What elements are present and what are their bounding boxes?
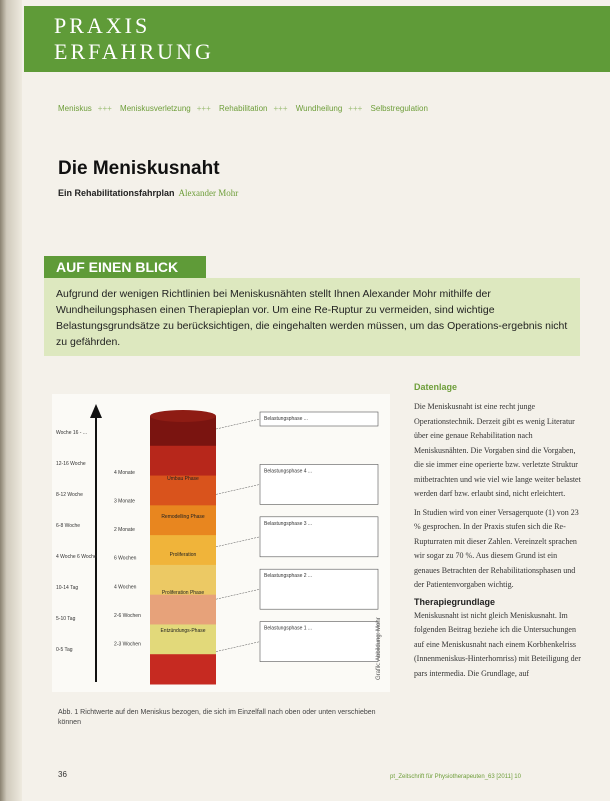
mid-timeline-label: 2 Monate <box>114 527 135 534</box>
timeline-arrowhead <box>90 404 102 418</box>
figure-caption: Abb. 1 Richtwerte auf den Meniskus bezogen, die sich im Einzelfall nach oben oder unten verschieben können <box>58 709 376 726</box>
callout-text: Belastungsphase 3 ... <box>264 520 313 527</box>
glance-label: AUF EINEN BLICK <box>44 256 206 278</box>
phase-label: Umbau Phase <box>167 476 199 482</box>
article-title: Die Meniskusnaht <box>58 158 220 179</box>
column-segment <box>150 595 216 625</box>
left-timeline-label: 8-12 Woche <box>56 492 83 498</box>
author-name: Alexander Mohr <box>178 188 239 198</box>
rehab-timeline-graphic <box>52 394 390 692</box>
phase-label: Remodelling Phase <box>161 514 205 520</box>
mid-timeline-label: 2-3 Wochen <box>114 641 141 648</box>
rehab-figure <box>52 394 390 692</box>
mid-timeline-label: 2-6 Wochen <box>114 612 141 619</box>
heading-datenlage: Datenlage <box>414 382 458 392</box>
left-timeline-label: 5-10 Tag <box>56 616 76 622</box>
callout-text: Belastungsphase 2 ... <box>264 573 313 580</box>
left-timeline-label: 10-14 Tag <box>56 585 79 591</box>
phase-label: Proliferation <box>169 552 197 558</box>
page-number: 36 <box>58 770 67 779</box>
left-timeline-label: 0-5 Tag <box>56 647 73 653</box>
topic-2: Meniskusverletzung <box>120 104 191 113</box>
right-column <box>414 382 584 685</box>
callout-leader <box>216 537 260 547</box>
section-header <box>24 6 610 72</box>
header-line-2: ERFAHRUNG <box>54 39 214 64</box>
topic-1: Meniskus <box>58 104 92 113</box>
journal-footer: pt_Zeitschrift für Physiotherapeuten_63 [2011] 10 <box>390 774 521 780</box>
left-timeline-label: 12-16 Woche <box>56 461 86 467</box>
book-spine <box>0 0 22 801</box>
mid-timeline-label: 3 Monate <box>114 498 135 505</box>
left-timeline-label: Woche 16 - ... <box>56 430 88 436</box>
left-timeline-label: 6-8 Woche <box>56 523 81 529</box>
column-segment <box>150 505 216 535</box>
topic-sep: +++ <box>273 104 288 113</box>
paragraph-2: In Studien wird von einer Versagerquote (1) von 23 % gesprochen. In der Praxis stufen sich die Re-Rupturraten mit dieser Zahlen. Vereinzelt sprachen wir sogar zu 70 %. Aus diesem Grund ist ein genaues Betrachten der Rehabilitationsphasen und der Patientenvorgaben wichtig. <box>414 507 579 589</box>
callout-leader <box>216 419 260 429</box>
column-segment <box>150 654 216 684</box>
header-line-1: PRAXIS <box>54 13 151 38</box>
mid-timeline-label: 4 Wochen <box>114 584 137 591</box>
column-top-cap <box>150 410 216 422</box>
phase-label: Entzündungs-Phase <box>160 628 206 634</box>
mid-timeline-label: 6 Wochen <box>114 555 137 562</box>
callout-leader <box>216 484 260 494</box>
callout-text: Belastungsphase ... <box>264 416 308 422</box>
article-subtitle <box>58 188 238 198</box>
paragraph-1: Die Meniskusnaht ist eine recht junge Operationstechnik. Derzeit gibt es wenig Literatur über eine genaue Rehabilitation nach Meniskusnähten. Die Vorgaben sind die Vorgaben, die sie immer eine operierte bzw. verletzte Struktur mitbetrachten und wie viel wie lange weiter belastet werden darf bzw. erlaubt sind, nicht erleichtert. <box>414 402 581 498</box>
topic-sep: +++ <box>97 104 112 113</box>
callout-text: Belastungsphase 4 ... <box>264 468 313 475</box>
left-timeline-label: 4 Woche 6 Woche <box>56 554 97 560</box>
column-segment <box>150 446 216 476</box>
paragraph-3: Meniskusnaht ist nicht gleich Meniskusnaht. Im folgenden Beitrag beziehe ich die Untersuchungen auf eine Meniskusnaht nach einem Korbhenkelriss (Innenmeniskus-Hinterhornriss) mit Beteiligung der pars intermedia. Die Grundlage, auf <box>414 610 581 678</box>
phase-label: Proliferation Phase <box>161 590 205 596</box>
topic-sep: +++ <box>196 104 211 113</box>
figure-credit <box>394 640 404 700</box>
heading-therapiegrundlage: Therapiegrundlage <box>414 596 496 607</box>
column-segment <box>150 535 216 565</box>
callout-leader <box>216 589 260 599</box>
glance-summary: Aufgrund der wenigen Richtlinien bei Meniskusnähten stellt Ihnen Alexander Mohr mithilfe der Wundheilungsphasen einen Therapieplan vor. Um eine Re-Ruptur zu vermeiden, sind wichtige Belastungsgrundsätze zu berücksichtigen, die eingehalten werden müssen, um das Operations-ergebnis nicht zu gefährden. <box>44 278 580 356</box>
topic-sep: +++ <box>348 104 363 113</box>
callout-text: Belastungsphase 1 ... <box>264 625 313 632</box>
mid-timeline-label: 4 Monate <box>114 470 135 476</box>
callout-leader <box>216 642 260 652</box>
topic-row <box>58 104 434 113</box>
topic-5: Selbstregulation <box>370 104 428 113</box>
topic-3: Rehabilitation <box>219 104 268 113</box>
subtitle-text: Ein Rehabilitationsfahrplan <box>58 188 175 198</box>
topic-4: Wundheilung <box>295 104 343 113</box>
